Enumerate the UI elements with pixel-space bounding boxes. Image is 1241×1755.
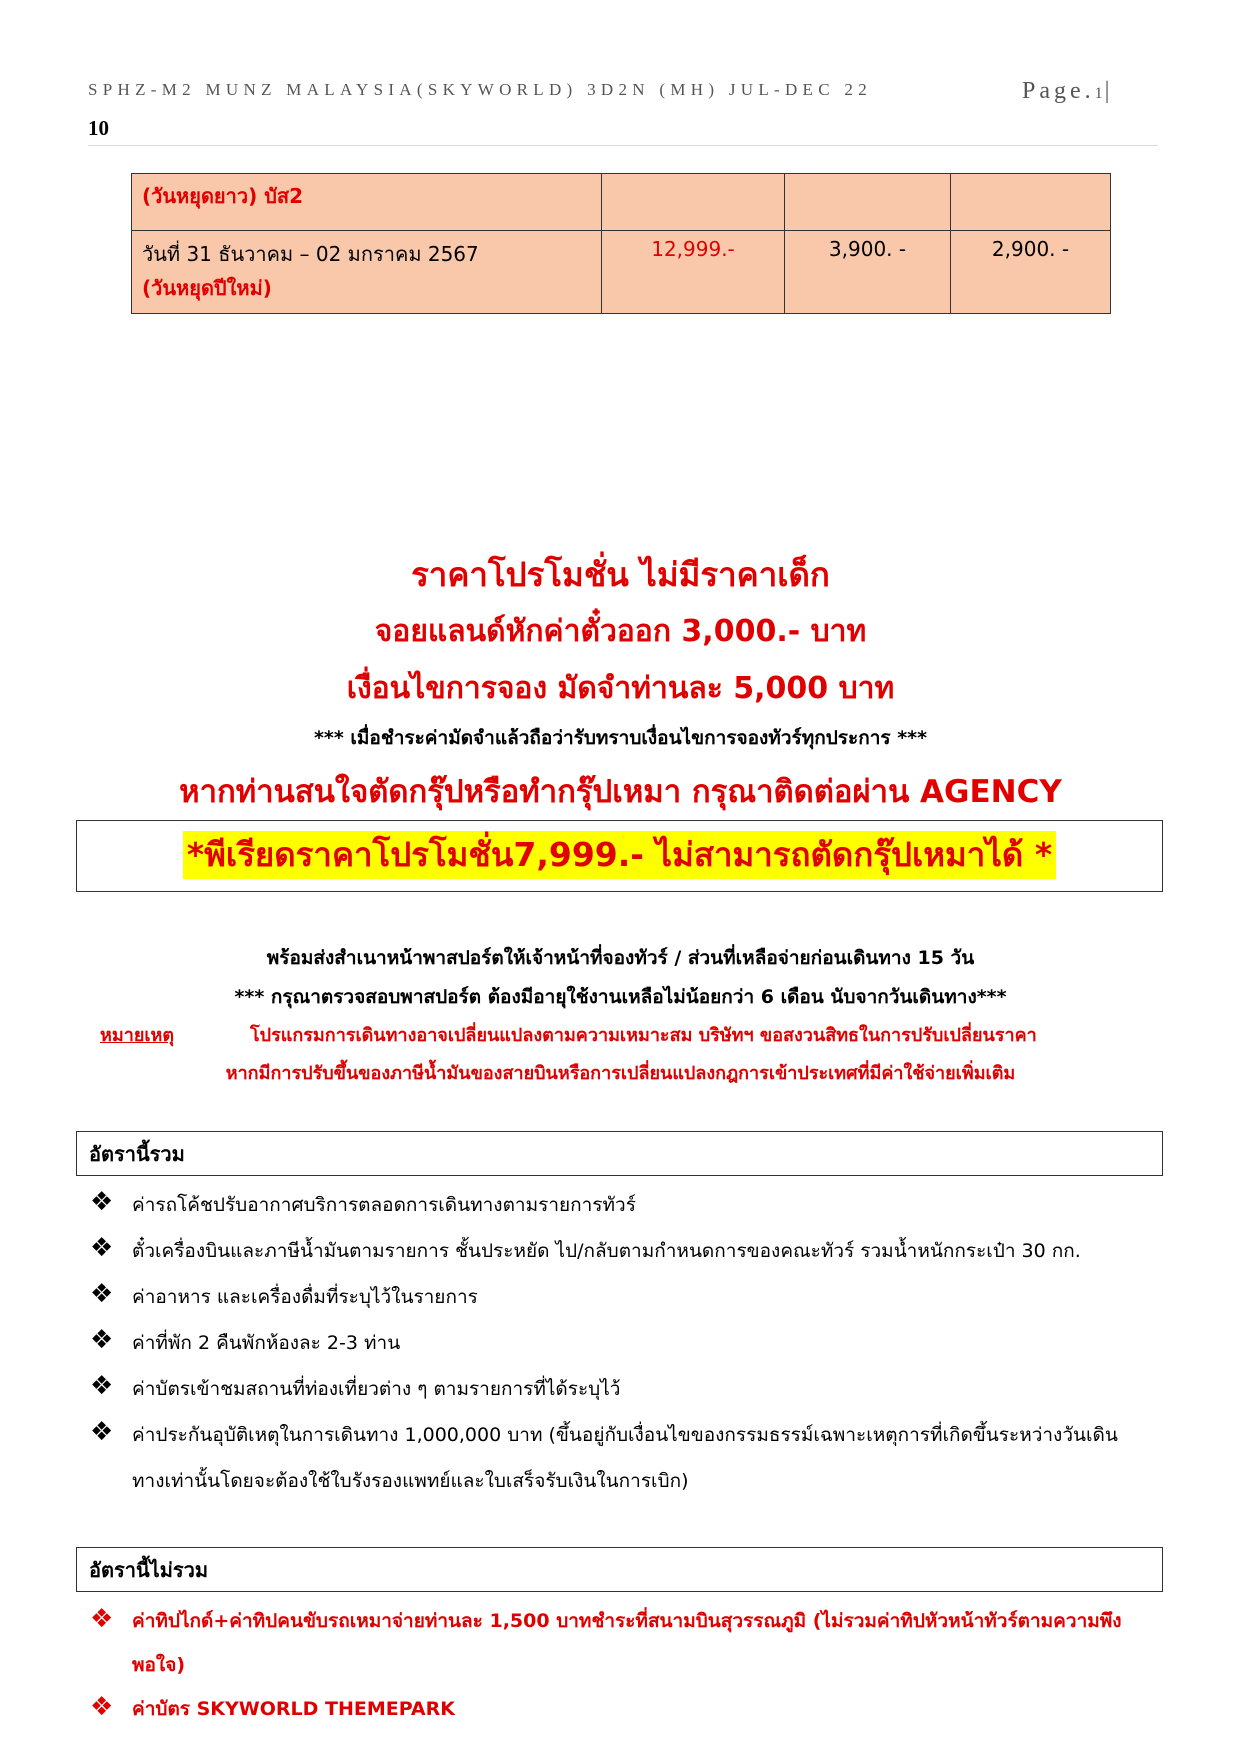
list-item bbox=[88, 1599, 1148, 1687]
four-diamond-bullet-icon: ❖ bbox=[90, 1371, 114, 1401]
list-item bbox=[88, 1366, 1148, 1412]
list-item bbox=[88, 1687, 1148, 1731]
table-cell-price-adult: 12,999.- bbox=[602, 231, 785, 314]
four-diamond-bullet-icon: ❖ bbox=[90, 1187, 114, 1217]
list-item bbox=[88, 1412, 1148, 1504]
four-diamond-bullet-icon: ❖ bbox=[90, 1417, 114, 1447]
period-date: วันที่ 31 ธันวาคม – 02 มกราคม 2567 bbox=[142, 242, 479, 266]
included-list bbox=[88, 1182, 1148, 1504]
excluded-list bbox=[88, 1599, 1148, 1731]
period-holiday: (วันหยุดปีใหม่) bbox=[142, 276, 272, 300]
table-cell-price-4 bbox=[951, 174, 1111, 231]
table-cell-price-3: 3,900. - bbox=[785, 231, 951, 314]
page-indicator bbox=[1022, 78, 1113, 105]
list-item bbox=[88, 1320, 1148, 1366]
promo-joyland-deduction: จอยแลนด์หักค่าตั๋วออก 3,000.- บาท bbox=[374, 614, 867, 649]
included-heading: อัตรานี้รวม bbox=[76, 1131, 1163, 1176]
page-separator: | bbox=[1104, 78, 1114, 104]
included-item-text: ค่าบัตรเข้าชมสถานที่ท่องเที่ยวต่าง ๆ ตามรายการที่ได้ระบุไว้ bbox=[132, 1378, 621, 1400]
list-item bbox=[88, 1228, 1148, 1274]
passport-validity-note: *** กรุณาตรวจสอบพาสปอร์ต ต้องมีอายุใช้งานเหลือไม่น้อยกว่า 6 เดือน นับจากวันเดินทาง*** bbox=[234, 986, 1007, 1008]
included-item-text: ค่าอาหาร และเครื่องดื่มที่ระบุไว้ในรายการ bbox=[132, 1286, 478, 1308]
four-diamond-bullet-icon: ❖ bbox=[90, 1233, 114, 1263]
table-row bbox=[132, 231, 1111, 314]
four-diamond-bullet-icon: ❖ bbox=[90, 1604, 114, 1634]
table-row bbox=[132, 174, 1111, 231]
promo-agency-contact: หากท่านสนใจตัดกรุ๊ปหรือทำกรุ๊ปเหมา กรุณาติดต่อผ่าน AGENCY bbox=[179, 774, 1062, 810]
included-item-text: ค่ารถโค้ชปรับอากาศบริการตลอดการเดินทางตามรายการทัวร์ bbox=[132, 1194, 636, 1216]
promo-heading: ราคาโปรโมชั่น ไม่มีราคาเด็ก bbox=[411, 555, 830, 594]
included-item-text: ค่าประกันอุบัติเหตุในการเดินทาง 1,000,000 บาท (ขึ้นอยู่กับเงื่อนไขของกรรมธรรม์เฉพาะเหตุการที่เกิดขึ้นระหว่างวันเดินทางเท่านั้นโดยจะต้องใช้ใบรังรองแพทย์และใบเสร็จรับเงินในการเบิก) bbox=[132, 1424, 1118, 1492]
excluded-item-text: ค่าทิปไกด์+ค่าทิปคนขับรถเหมาจ่ายท่านละ 1,500 บาทชำระที่สนามบินสุวรรณภูมิ (ไม่รวมค่าทิปหัวหน้าทัวร์ตามความพึงพอใจ) bbox=[132, 1610, 1122, 1676]
excluded-item-text: ค่าบัตร SKYWORLD THEMEPARK bbox=[132, 1698, 455, 1720]
table-cell-price-4: 2,900. - bbox=[951, 231, 1111, 314]
included-item-text: ตั๋วเครื่องบินและภาษีน้ำมันตามรายการ ชั้นประหยัด ไป/กลับตามกำหนดการของคณะทัวร์ รวมน้ำหนักกระเป๋า 30 กก. bbox=[132, 1240, 1081, 1262]
included-item-text: ค่าที่พัก 2 คืนพักห้องละ 2-3 ท่าน bbox=[132, 1332, 401, 1354]
page-total: 10 bbox=[88, 116, 109, 140]
table-cell-price-3 bbox=[785, 174, 951, 231]
period-label: (วันหยุดยาว) บัส2 bbox=[142, 184, 304, 208]
promo-deposit-note: *** เมื่อชำระค่ามัดจำแล้วถือว่ารับทราบเงื่อนไขการจองทัวร์ทุกประการ *** bbox=[313, 727, 928, 749]
remark-text: โปรแกรมการเดินทางอาจเปลี่ยนแปลงตามความเหมาะสม บริษัทฯ ขอสงวนสิทธในการปรับเปลี่ยนราคา bbox=[250, 1025, 1037, 1046]
header-divider bbox=[88, 145, 1158, 146]
document-header-title: SPHZ-M2 MUNZ MALAYSIA(SKYWORLD) 3D2N (MH) JUL-DEC 22 bbox=[88, 80, 873, 99]
table-cell-period bbox=[132, 231, 602, 314]
list-item bbox=[88, 1182, 1148, 1228]
excluded-heading: อัตรานี้ไม่รวม bbox=[76, 1547, 1163, 1592]
list-item bbox=[88, 1274, 1148, 1320]
table-cell-price-adult bbox=[602, 174, 785, 231]
page-label: Page. bbox=[1022, 78, 1095, 104]
table-cell-period bbox=[132, 174, 602, 231]
remark-label: หมายเหตุ bbox=[100, 1025, 175, 1046]
four-diamond-bullet-icon: ❖ bbox=[90, 1325, 114, 1355]
four-diamond-bullet-icon: ❖ bbox=[90, 1279, 114, 1309]
promo-highlight-box bbox=[76, 820, 1163, 892]
remark-text-continued: หากมีการปรับขึ้นของภาษีน้ำมันของสายบินหรือการเปลี่ยนแปลงกฎการเข้าประเทศที่มีค่าใช้จ่ายเพิ่มเติม bbox=[225, 1063, 1016, 1084]
passport-note: พร้อมส่งสำเนาหน้าพาสปอร์ตให้เจ้าหน้าที่จองทัวร์ / ส่วนที่เหลือจ่ายก่อนเดินทาง 15 วัน bbox=[266, 947, 975, 969]
remark-row bbox=[100, 1020, 1037, 1049]
price-table bbox=[131, 173, 1111, 314]
promo-deposit-condition: เงื่อนไขการจอง มัดจำท่านละ 5,000 บาท bbox=[346, 671, 895, 706]
promo-highlight-text: *พีเรียดราคาโปรโมชั่น7,999.- ไม่สามารถตัดกรุ๊ปเหมาได้ * bbox=[183, 831, 1056, 879]
four-diamond-bullet-icon: ❖ bbox=[90, 1692, 114, 1722]
page-current: 1 bbox=[1094, 85, 1105, 102]
